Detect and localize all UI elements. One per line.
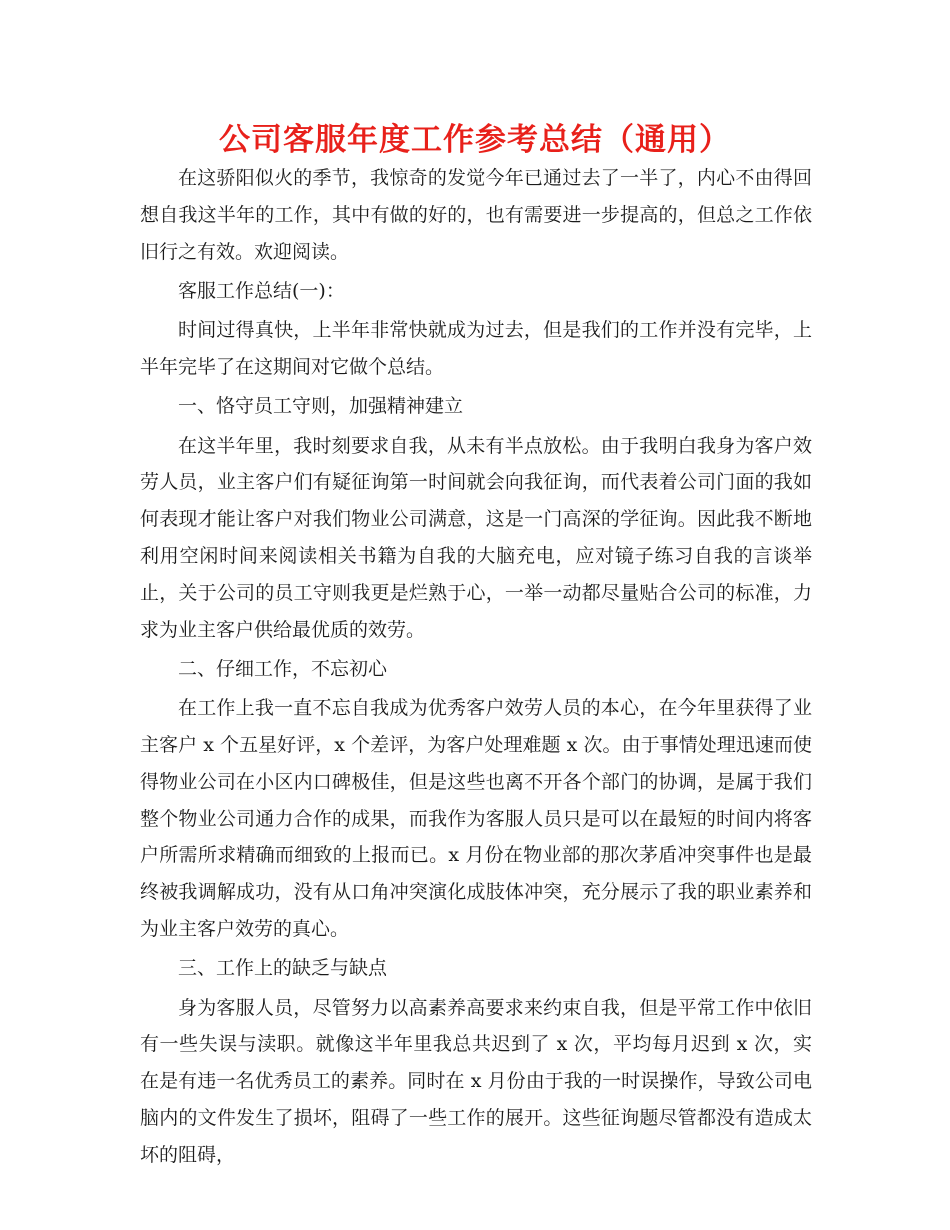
body-paragraph: 在工作上我一直不忘自我成为优秀客户效劳人员的本心，在今年里获得了业主客户 x 个五星好评，x 个差评，为客户处理难题 x 次。由于事情处理迅速而使得物业公司在小区内口碑极佳，但是这些也离不开各个部门的协调，是属于我们整个物业公司通力合作的成果，而我作为客服人员只是可以在最短的时间内将客户所需所求精确而细致的上报而已。x 月份在物业部的那次茅盾冲突事件也是最终被我调解成功，没有从口角冲突演化成肢体冲突，充分展示了我的职业素养和为业主客户效劳的真心。 bbox=[140, 697, 812, 940]
body-paragraph: 时间过得真快，上半年非常快就成为过去，但是我们的工作并没有完毕，上半年完毕了在这期间对它做个总结。 bbox=[140, 319, 812, 378]
document-title: 公司客服年度工作参考总结（通用） bbox=[219, 122, 731, 158]
section-heading: 客服工作总结(一)： bbox=[178, 279, 345, 302]
section-heading: 二、仔细工作，不忘初心 bbox=[178, 657, 388, 680]
body-paragraph: 在这半年里，我时刻要求自我，从未有半点放松。由于我明白我身为客户效劳人员，业主客户们有疑征询第一时间就会向我征询，而代表着公司门面的我如何表现才能让客户对我们物业公司满意，这是一门高深的学征询。因此我不断地利用空闲时间来阅读相关书籍为自我的大脑充电，应对镜子练习自我的言谈举止，关于公司的员工守则我更是烂熟于心，一举一动都尽量贴合公司的标准，力求为业主客户供给最优质的效劳。 bbox=[140, 434, 812, 641]
document-body bbox=[140, 160, 812, 1176]
body-paragraph: 身为客服人员，尽管努力以高素养高要求来约束自我，但是平常工作中依旧有一些失误与渎职。就像这半年里我总共迟到了 x 次，平均每月迟到 x 次，实在是有违一名优秀员工的素养。同时在 x 月份由于我的一时误操作，导致公司电脑内的文件发生了损坏，阻碍了一些工作的展开。这些征询题尽管都没有造成太坏的阻碍， bbox=[140, 996, 812, 1166]
section-heading: 三、工作上的缺乏与缺点 bbox=[178, 957, 388, 980]
intro-paragraph: 在这骄阳似火的季节，我惊奇的发觉今年已通过去了一半了，内心不由得回想自我这半年的工作，其中有做的好的，也有需要进一步提高的，但总之工作依旧行之有效。欢迎阅读。 bbox=[140, 167, 812, 263]
section-heading: 一、恪守员工守则，加强精神建立 bbox=[178, 395, 464, 418]
